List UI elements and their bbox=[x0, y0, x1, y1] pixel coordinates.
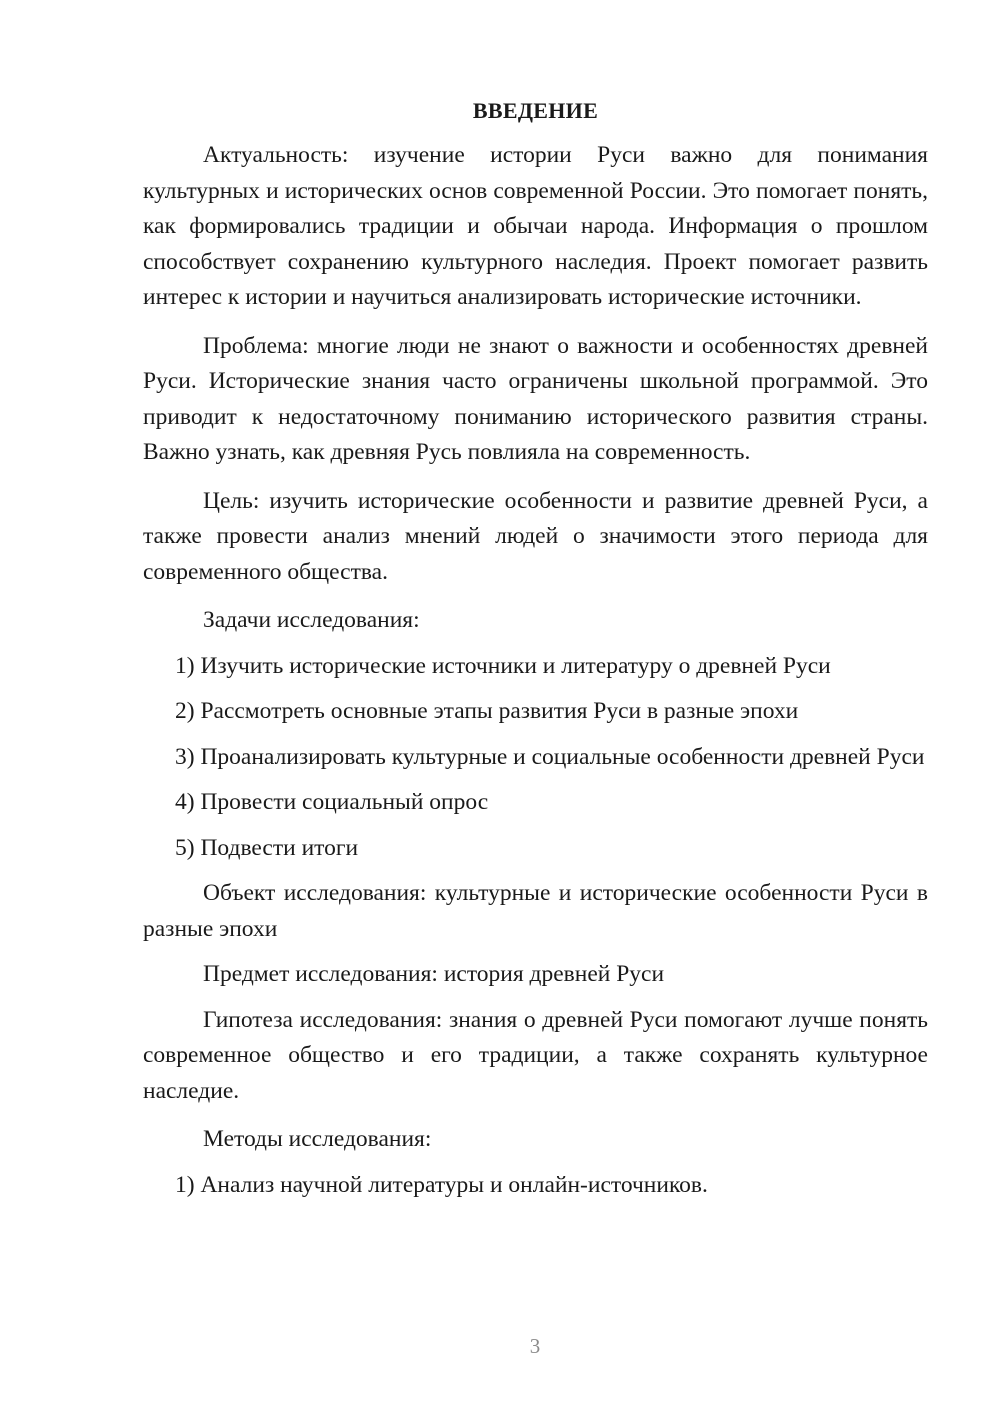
paragraph-problem: Проблема: многие люди не знают о важности и особенностях древней Руси. Исторические знания часто ограничены школьной программой. Это приводит к недостаточному пониманию исторического развития страны. Важно узнать, как древняя Русь повлияла на современность. bbox=[143, 332, 928, 465]
task-item-4: 4) Провести социальный опрос bbox=[175, 789, 489, 815]
paragraph-goal: Цель: изучить исторические особенности и развитие древней Руси, а также провести анализ мнений людей о значимости этого периода для современного общества. bbox=[143, 487, 928, 585]
tasks-heading: Задачи исследования: bbox=[203, 607, 420, 633]
paragraph-relevance: Актуальность: изучение истории Руси важно для понимания культурных и исторических основ современной России. Это помогает понять, как формировались традиции и обычаи народа. Информация о прошлом способствует сохранению культурного наследия. Проект помогает развить интерес к истории и научиться анализировать исторические источники. bbox=[143, 142, 928, 310]
task-item-1: 1) Изучить исторические источники и литературу о древней Руси bbox=[175, 652, 831, 679]
task-item-2: 2) Рассмотреть основные этапы развития Руси в разные эпохи bbox=[175, 698, 799, 724]
paragraph-subject: Предмет исследования: история древней Руси bbox=[203, 961, 665, 987]
page-title: ВВЕДЕНИЕ bbox=[472, 98, 599, 123]
document-page bbox=[143, 96, 928, 1213]
paragraph-hypothesis: Гипотеза исследования: знания о древней Руси помогают лучше понять современное общество и его традиции, а также сохранять культурное наследие. bbox=[143, 1006, 928, 1104]
paragraph-object: Объект исследования: культурные и исторические особенности Руси в разные эпохи bbox=[143, 880, 928, 942]
page-number: 3 bbox=[529, 1334, 541, 1358]
task-item-3: 3) Проанализировать культурные и социальные особенности древней Руси bbox=[175, 743, 925, 770]
method-item-1: 1) Анализ научной литературы и онлайн-источников. bbox=[175, 1171, 708, 1198]
methods-heading: Методы исследования: bbox=[203, 1126, 432, 1152]
task-item-5: 5) Подвести итоги bbox=[175, 834, 359, 861]
